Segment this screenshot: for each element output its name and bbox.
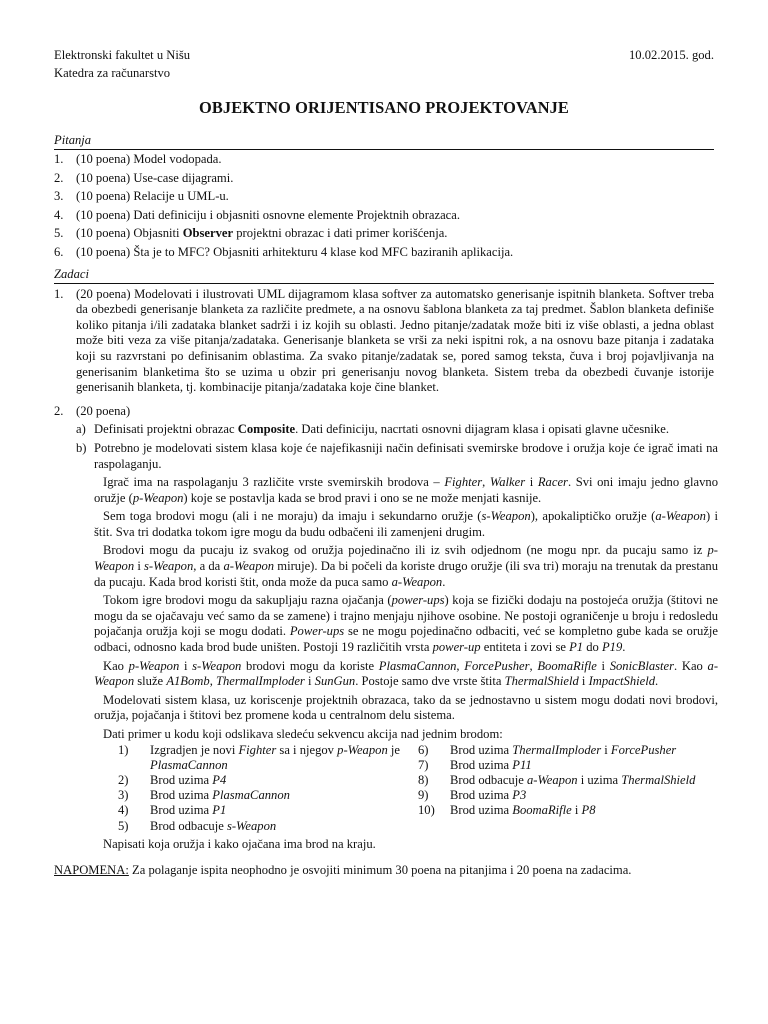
sequence-step (118, 743, 418, 773)
task-2b (76, 441, 718, 472)
question-item (54, 243, 714, 262)
italic-term: ForcePusher (610, 742, 677, 757)
question-text: Use-case dijagrami. (133, 170, 234, 185)
italic-term: P4 (212, 773, 227, 787)
italic-term: ThermalImploder (512, 742, 602, 757)
italic-term: Power-ups (289, 624, 345, 639)
step-text: Brod uzima P4 (150, 773, 227, 787)
italic-term: power-up (432, 640, 481, 655)
question-number: 1. (54, 152, 64, 166)
questions-list (54, 150, 714, 262)
step-text: Brod odbacuje s-Weapon (150, 818, 277, 833)
italic-term: s-Weapon (481, 509, 531, 524)
question-item (54, 206, 714, 225)
step-number: 3) (118, 788, 129, 803)
italic-term: PlasmaCannon (378, 658, 457, 673)
italic-term: p-Weapon (94, 543, 718, 574)
question-text: Model vodopada. (133, 152, 222, 166)
step-number: 5) (118, 818, 129, 833)
italic-term: Fighter (238, 742, 277, 757)
italic-term: p-Weapon (337, 742, 388, 757)
italic-term: p-Weapon (132, 490, 184, 505)
question-item (54, 187, 714, 206)
sequence-left-column (118, 743, 418, 834)
italic-term: SonicBlaster (609, 658, 675, 673)
question-text: projektni obrazac i dati primer korišćenja. (236, 226, 448, 241)
italic-term: PlasmaCannon (150, 757, 228, 772)
subtask-label: b) (76, 440, 87, 455)
italic-term: p-Weapon (128, 658, 180, 673)
task-2-points: (20 poena) (76, 403, 131, 418)
sequence-step (418, 788, 718, 803)
paragraph: Dati primer u kodu koji odslikava sledeću sekvencu akcija nad jednim brodom: (103, 727, 503, 741)
italic-term: BoomaRifle (537, 658, 597, 673)
italic-term: a-Weapon (94, 658, 719, 689)
note-label: NAPOMENA: (54, 863, 129, 878)
step-text: Brod uzima BoomaRifle i P8 (450, 803, 596, 818)
italic-term: P8 (581, 803, 596, 818)
questions-heading: Pitanja (54, 132, 714, 150)
italic-term: s-Weapon (226, 818, 277, 833)
exam-note (54, 862, 714, 878)
sequence-right-column (418, 743, 718, 834)
italic-term: P1 (569, 640, 584, 655)
italic-term: ThermalImploder (215, 674, 305, 689)
step-number: 2) (118, 773, 129, 787)
question-text: Šta je to MFC? Objasniti arhitekturu 4 klase kod MFC baziranih aplikacija. (133, 244, 514, 259)
italic-term: SunGun (314, 674, 356, 689)
question-text: Dati definiciju i objasniti osnovne elemente Projektnih obrazaca. (133, 207, 460, 222)
step-number: 10) (418, 803, 435, 818)
step-text: Brod uzima PlasmaCannon (150, 788, 290, 803)
subtask-label: a) (76, 422, 86, 437)
question-points: (10 poena) (76, 152, 131, 166)
task-number: 2. (54, 403, 64, 418)
faculty-name: Elektronski fakultet u Nišu (54, 48, 191, 62)
task-number: 1. (54, 286, 64, 301)
question-text-pre: Objasniti (133, 226, 180, 241)
sequence-step (418, 758, 718, 773)
step-number: 7) (418, 757, 429, 772)
paragraph: Modelovati sistem klasa, uz koriscenje projektnih obrazaca, tako da se jednostavno u sistem mogu dodati novi brodovi, oružja, pojačanja i štitovi bez promene koda u centralnom delu sistema. (94, 692, 718, 723)
step-number: 9) (418, 788, 429, 803)
italic-term: BoomaRifle (512, 803, 572, 818)
sequence-step (118, 803, 418, 818)
italic-term: PlasmaCannon (212, 788, 290, 803)
italic-term: a-Weapon (526, 773, 578, 787)
exam-title: OBJEKTNO ORIJENTISANO PROJEKTOVANJE (199, 98, 569, 117)
italic-term: power-ups (391, 593, 445, 608)
paragraph: Sem toga brodovi mogu (ali i ne moraju) da imaju i sekundarno oružje (s-Weapon), apokaliptičko oružje (a-Weapon) i štit. Sva tri dodatka tokom igre mogu da budu odbačeni ili zamenjeni drugim. (94, 509, 718, 539)
italic-term: P11 (512, 757, 532, 772)
tasks-section (54, 266, 719, 853)
step-number: 6) (418, 742, 429, 757)
institution-block (54, 46, 190, 82)
note-text: Za polaganje ispita neophodno je osvojiti minimum 30 poena na pitanjima i 20 poena na zadacima. (128, 863, 632, 878)
question-item (54, 150, 714, 169)
pattern-keyword: Composite (237, 422, 296, 437)
sequence-step (418, 743, 718, 758)
paragraph: Napisati koja oružja i kako ojačana ima brod na kraju. (103, 836, 376, 851)
step-text: Brod uzima P1 (150, 803, 227, 818)
italic-term: Fighter (444, 475, 483, 490)
paragraph: Brodovi mogu da pucaju iz svakog od oružja pojedinačno ili iz svih odjednom (ne mogu npr. da pucaju samo iz p-Weapon i s-Weapon, a da a-Weapon miruje). Da bi počeli da koriste drugo oružje (ili sva tri) moraju na trenutak da prestanu da pucaju. Kada brod koristi štit, onda može da puca samo a-Weapon. (94, 543, 719, 589)
question-points: (10 poena) (76, 170, 131, 185)
exam-date: 10.02.2015. god. (628, 48, 714, 62)
question-number: 2. (54, 170, 64, 185)
paragraph: Kao p-Weapon i s-Weapon brodovi mogu da koriste PlasmaCannon, ForcePusher, BoomaRifle i SonicBlaster. Kao a-Weapon služe A1Bomb, ThermalImploder i SunGun. Postoje samo dve vrste štita ThermalShield i ImpactShield. (94, 658, 719, 689)
italic-term: a-Weapon (223, 559, 275, 574)
question-points: (10 poena) (76, 244, 131, 259)
italic-term: P19 (601, 640, 623, 655)
task-2a (76, 422, 718, 438)
step-text: Brod odbacuje a-Weapon i uzima ThermalShield (450, 773, 696, 787)
subtask-text: Potrebno je modelovati sistem klasa koje će najefikasniji način definisati svemirske brodove i oružja koje će igrač imati na raspolaganju. (94, 440, 718, 471)
tasks-heading: Zadaci (54, 266, 714, 284)
department-name: Katedra za računarstvo (54, 66, 171, 80)
italic-term: a-Weapon (391, 574, 443, 589)
question-points: (10 poena) (76, 207, 131, 222)
paragraph: Igrač ima na raspolaganju 3 različite vrste svemirskih brodova – Fighter, Walker i Racer. Svi oni imaju jedno glavno oružje (p-Weapon) koje se postavlja kada se brod pravi i ono se ne može menjati kasnije. (94, 475, 719, 505)
question-number: 3. (54, 189, 64, 204)
subtask-text-pre: Definisati projektni obrazac (94, 422, 235, 437)
italic-term: s-Weapon (144, 559, 194, 574)
task-1-text: (20 poena) Modelovati i ilustrovati UML dijagramom klasa softver za automatsko generisanje ispitnih blanketa. Softver treba da obezbedi generisanje blanketa za različite predmete, a na osnovu šablona blanketa za taj predmet. Šablon blanketa definiše koliko pitanja i/ili zadataka blanket sadrži i iz kojih su oblasti. Jedno pitanje/zadatak može biti iz više oblasti, a jedna oblast može biti veza za više pitanja/zadataka. Generisanje blanketa se vrši za neki ispitni rok, a na osnovu baze pitanja i zadataka koji su razvrstani po definisanim oblastima. Za svako pitanje/zadatak se, pored samog teksta, čuva i broj pojavljivanja na generisanim blanketima što se uzima u obzir pri generisanju novog blanketa. Sistem treba da obezbedi čuvanje istorije generisanih blanketa, tj. kombinacije pitanja/zadataka koje čine blanket. (76, 286, 714, 395)
step-text: Izgradjen je novi Fighter sa i njegov p-Weapon je PlasmaCannon (150, 742, 400, 772)
question-points: (10 poena) (76, 226, 131, 241)
italic-term: P1 (212, 803, 227, 818)
italic-term: Walker (489, 475, 526, 490)
italic-term: s-Weapon (192, 658, 242, 673)
italic-term: ThermalShield (621, 773, 696, 787)
sequence-step (118, 773, 418, 788)
italic-term: Racer (537, 475, 568, 490)
question-number: 6. (54, 244, 64, 259)
question-points: (10 poena) (76, 189, 131, 204)
step-text: Brod uzima P11 (450, 757, 532, 772)
action-sequence (118, 743, 718, 834)
italic-term: ImpactShield (588, 674, 656, 689)
sequence-step (418, 803, 718, 818)
exam-page (54, 46, 719, 878)
step-number: 1) (118, 742, 129, 757)
step-text: Brod uzima P3 (450, 788, 527, 803)
questions-section (54, 132, 714, 262)
question-text: Relacije u UML-u. (133, 189, 229, 204)
step-number: 8) (418, 773, 429, 787)
question-item (54, 169, 714, 188)
document-header (54, 46, 714, 82)
sequence-step (118, 819, 418, 834)
italic-term: a-Weapon (655, 509, 706, 524)
task-2 (54, 403, 719, 853)
step-text: Brod uzima ThermalImploder i ForcePusher (450, 742, 677, 757)
question-keyword: Observer (182, 226, 234, 241)
question-number: 4. (54, 207, 64, 222)
question-number: 5. (54, 226, 64, 241)
italic-term: A1Bomb (166, 674, 210, 689)
sequence-step (418, 773, 718, 788)
italic-term: P3 (512, 788, 527, 803)
sequence-step (118, 788, 418, 803)
italic-term: ThermalShield (504, 674, 579, 689)
italic-term: ForcePusher (464, 658, 530, 673)
task-1 (54, 287, 714, 396)
step-number: 4) (118, 803, 129, 818)
paragraph: Tokom igre brodovi mogu da sakupljaju razna ojačanja (power-ups) koja se fizički dodaju na postojeća oružja (štitovi ne mogu da se ojačavaju već samo da se zamene) i trajno menjaju njihove osobine. Ne postoji ograničenje u broju i redosledu pojačanja oružja koji se mogu dodati. Power-ups se ne mogu pojedinačno odbaciti, već se kompletno gube kada se oružje odbaci, odnosno kada brod bude uništen. Postoji 19 različitih vrsta power-up entiteta i zovi se P1 do P19. (94, 593, 719, 655)
subtask-text-post: . Dati definiciju, nacrtati osnovni dijagram klasa i opisati glavne učesnike. (295, 422, 669, 437)
question-item (54, 224, 714, 243)
